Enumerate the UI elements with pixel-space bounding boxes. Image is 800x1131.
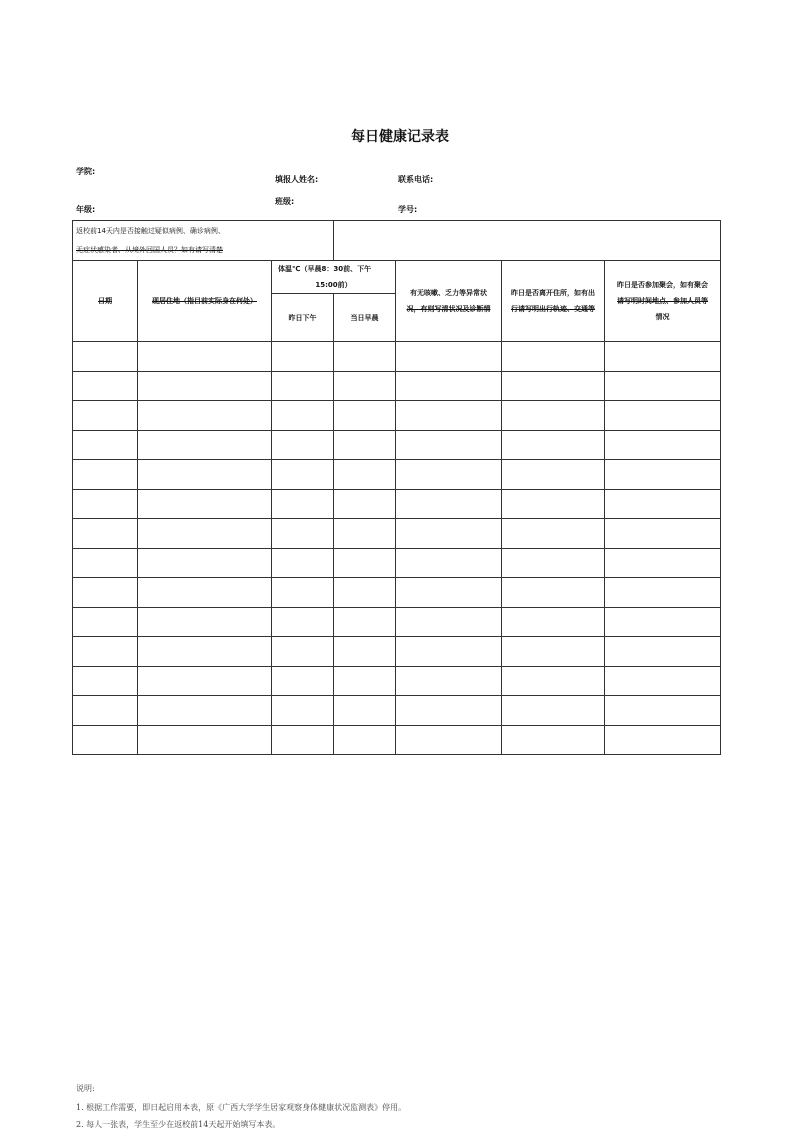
table-cell[interactable] bbox=[396, 607, 502, 637]
table-cell[interactable] bbox=[73, 401, 138, 431]
table-cell[interactable] bbox=[396, 725, 502, 755]
table-row bbox=[73, 371, 721, 401]
table-cell[interactable] bbox=[138, 342, 272, 372]
table-cell[interactable] bbox=[502, 401, 605, 431]
table-cell[interactable] bbox=[605, 578, 721, 608]
table-cell[interactable] bbox=[334, 401, 396, 431]
table-row bbox=[73, 342, 721, 372]
col-header-left-residence bbox=[502, 261, 605, 342]
table-cell[interactable] bbox=[605, 371, 721, 401]
table-cell[interactable] bbox=[73, 696, 138, 726]
table-cell[interactable] bbox=[272, 637, 334, 667]
table-cell[interactable] bbox=[138, 666, 272, 696]
table-cell[interactable] bbox=[73, 489, 138, 519]
table-cell[interactable] bbox=[334, 666, 396, 696]
table-row bbox=[73, 401, 721, 431]
table-cell[interactable] bbox=[272, 342, 334, 372]
table-cell[interactable] bbox=[605, 489, 721, 519]
table-cell[interactable] bbox=[73, 578, 138, 608]
table-cell[interactable] bbox=[396, 548, 502, 578]
col-header-symptoms bbox=[396, 261, 502, 342]
table-cell[interactable] bbox=[396, 401, 502, 431]
gathering-header-line1: 昨日是否参加聚会，如有聚会 bbox=[617, 281, 709, 289]
table-cell[interactable] bbox=[73, 666, 138, 696]
table-cell[interactable] bbox=[502, 489, 605, 519]
table-cell[interactable] bbox=[138, 607, 272, 637]
table-cell[interactable] bbox=[605, 401, 721, 431]
table-cell[interactable] bbox=[605, 342, 721, 372]
table-cell[interactable] bbox=[605, 460, 721, 490]
table-cell[interactable] bbox=[73, 460, 138, 490]
table-cell[interactable] bbox=[73, 519, 138, 549]
grade-label: 年级: bbox=[76, 205, 96, 214]
table-row bbox=[73, 519, 721, 549]
table-cell[interactable] bbox=[502, 548, 605, 578]
table-cell[interactable] bbox=[138, 637, 272, 667]
col-header-temperature bbox=[272, 261, 396, 294]
table-cell[interactable] bbox=[73, 607, 138, 637]
table-row bbox=[73, 666, 721, 696]
table-cell[interactable] bbox=[138, 548, 272, 578]
table-row bbox=[73, 578, 721, 608]
col-header-date: 日期 bbox=[73, 261, 138, 342]
table-row bbox=[73, 696, 721, 726]
note-item-2: 2. 每人一张表，学生至少在返校前14天起开始填写本表。 bbox=[76, 1120, 281, 1129]
table-cell[interactable] bbox=[605, 725, 721, 755]
health-record-table bbox=[72, 220, 721, 755]
table-cell[interactable] bbox=[272, 371, 334, 401]
left-header-line1: 昨日是否离开住所，如有出 bbox=[511, 289, 596, 297]
temp-header-line2: 15:00前） bbox=[315, 281, 352, 289]
table-cell[interactable] bbox=[605, 607, 721, 637]
notes-heading: 说明: bbox=[76, 1084, 95, 1093]
table-cell[interactable] bbox=[502, 666, 605, 696]
table-cell[interactable] bbox=[396, 519, 502, 549]
table-cell[interactable] bbox=[502, 637, 605, 667]
table-cell[interactable] bbox=[272, 401, 334, 431]
table-row bbox=[73, 460, 721, 490]
table-cell[interactable] bbox=[138, 725, 272, 755]
table-cell[interactable] bbox=[272, 489, 334, 519]
table-cell[interactable] bbox=[605, 519, 721, 549]
phone-label: 联系电话: bbox=[398, 175, 434, 184]
table-cell[interactable] bbox=[396, 666, 502, 696]
table-cell[interactable] bbox=[396, 371, 502, 401]
table-cell[interactable] bbox=[396, 489, 502, 519]
table-cell[interactable] bbox=[605, 430, 721, 460]
table-cell[interactable] bbox=[605, 666, 721, 696]
table-cell[interactable] bbox=[138, 696, 272, 726]
table-cell[interactable] bbox=[138, 460, 272, 490]
col-header-temp-yesterday: 昨日下午 bbox=[272, 294, 334, 342]
table-row bbox=[73, 489, 721, 519]
table-cell[interactable] bbox=[272, 607, 334, 637]
table-cell[interactable] bbox=[73, 371, 138, 401]
table-cell[interactable] bbox=[272, 460, 334, 490]
table-cell[interactable] bbox=[272, 519, 334, 549]
table-cell[interactable] bbox=[396, 696, 502, 726]
table-cell[interactable] bbox=[396, 342, 502, 372]
table-cell[interactable] bbox=[73, 342, 138, 372]
table-cell[interactable] bbox=[396, 578, 502, 608]
table-cell[interactable] bbox=[502, 342, 605, 372]
table-cell[interactable] bbox=[334, 725, 396, 755]
table-cell[interactable] bbox=[73, 637, 138, 667]
table-cell[interactable] bbox=[138, 371, 272, 401]
table-row bbox=[73, 607, 721, 637]
table-cell[interactable] bbox=[396, 637, 502, 667]
table-cell[interactable] bbox=[334, 607, 396, 637]
table-cell[interactable] bbox=[73, 430, 138, 460]
table-cell[interactable] bbox=[502, 371, 605, 401]
page-title: 每日健康记录表 bbox=[351, 129, 449, 145]
gathering-header-line3: 情况 bbox=[655, 313, 670, 321]
table-cell[interactable] bbox=[272, 578, 334, 608]
table-cell[interactable] bbox=[138, 489, 272, 519]
contact-question-line2: 无症状感染者、从境外回国人员？如有请写清楚 bbox=[76, 245, 223, 254]
table-cell[interactable] bbox=[605, 637, 721, 667]
table-cell[interactable] bbox=[502, 607, 605, 637]
table-cell[interactable] bbox=[334, 578, 396, 608]
temp-header-line1: 体温℃（早晨8：30前、下午 bbox=[278, 265, 372, 273]
class-label: 班级: bbox=[275, 197, 295, 206]
table-row bbox=[73, 637, 721, 667]
table-cell[interactable] bbox=[502, 519, 605, 549]
table-cell[interactable] bbox=[334, 637, 396, 667]
table-cell[interactable] bbox=[334, 696, 396, 726]
table-row bbox=[73, 548, 721, 578]
gathering-header-line2: 请写明时间地点、参加人员等 bbox=[617, 297, 709, 305]
table-cell[interactable] bbox=[272, 725, 334, 755]
table-cell[interactable] bbox=[396, 430, 502, 460]
table-cell[interactable] bbox=[272, 548, 334, 578]
college-label: 学院: bbox=[76, 167, 96, 176]
table-cell[interactable] bbox=[73, 548, 138, 578]
table-cell[interactable] bbox=[138, 430, 272, 460]
table-row bbox=[73, 725, 721, 755]
table-cell[interactable] bbox=[502, 696, 605, 726]
table-cell[interactable] bbox=[502, 578, 605, 608]
table-cell[interactable] bbox=[334, 548, 396, 578]
table-cell[interactable] bbox=[334, 489, 396, 519]
filler-name-label: 填报人姓名: bbox=[275, 175, 319, 184]
table-cell[interactable] bbox=[605, 696, 721, 726]
table-cell[interactable] bbox=[334, 430, 396, 460]
table-cell[interactable] bbox=[272, 696, 334, 726]
contact-answer-cell[interactable] bbox=[334, 221, 721, 261]
table-body bbox=[73, 342, 721, 755]
table-cell[interactable] bbox=[502, 430, 605, 460]
table-cell[interactable] bbox=[73, 725, 138, 755]
table-cell[interactable] bbox=[605, 548, 721, 578]
contact-question-cell bbox=[73, 221, 334, 261]
col-header-gathering bbox=[605, 261, 721, 342]
symptoms-header-line1: 有无咳嗽、乏力等异常状 bbox=[410, 289, 488, 297]
table-cell[interactable] bbox=[272, 666, 334, 696]
table-cell[interactable] bbox=[334, 519, 396, 549]
table-row bbox=[73, 430, 721, 460]
left-header-line2: 行请写明出行轨迹、交通等 bbox=[511, 305, 596, 313]
table-cell[interactable] bbox=[502, 725, 605, 755]
col-header-residence: 现居住地（指目前实际身在何处） bbox=[138, 261, 272, 342]
table-cell[interactable] bbox=[272, 430, 334, 460]
note-item-1: 1. 根据工作需要，即日起启用本表，原《广西大学学生居家观察身体健康状况监测表》停用。 bbox=[76, 1103, 407, 1112]
symptoms-header-line2: 况，有则写清状况及诊断情 bbox=[406, 305, 491, 313]
table-cell[interactable] bbox=[502, 460, 605, 490]
table-cell[interactable] bbox=[396, 460, 502, 490]
table-cell[interactable] bbox=[334, 460, 396, 490]
table-cell[interactable] bbox=[138, 401, 272, 431]
table-cell[interactable] bbox=[138, 578, 272, 608]
student-id-label: 学号: bbox=[398, 205, 418, 214]
col-header-temp-today: 当日早晨 bbox=[334, 294, 396, 342]
contact-question-line1: 返校前14天内是否接触过疑似病例、确诊病例、 bbox=[76, 226, 225, 235]
table-cell[interactable] bbox=[138, 519, 272, 549]
table-cell[interactable] bbox=[334, 371, 396, 401]
table-cell[interactable] bbox=[334, 342, 396, 372]
